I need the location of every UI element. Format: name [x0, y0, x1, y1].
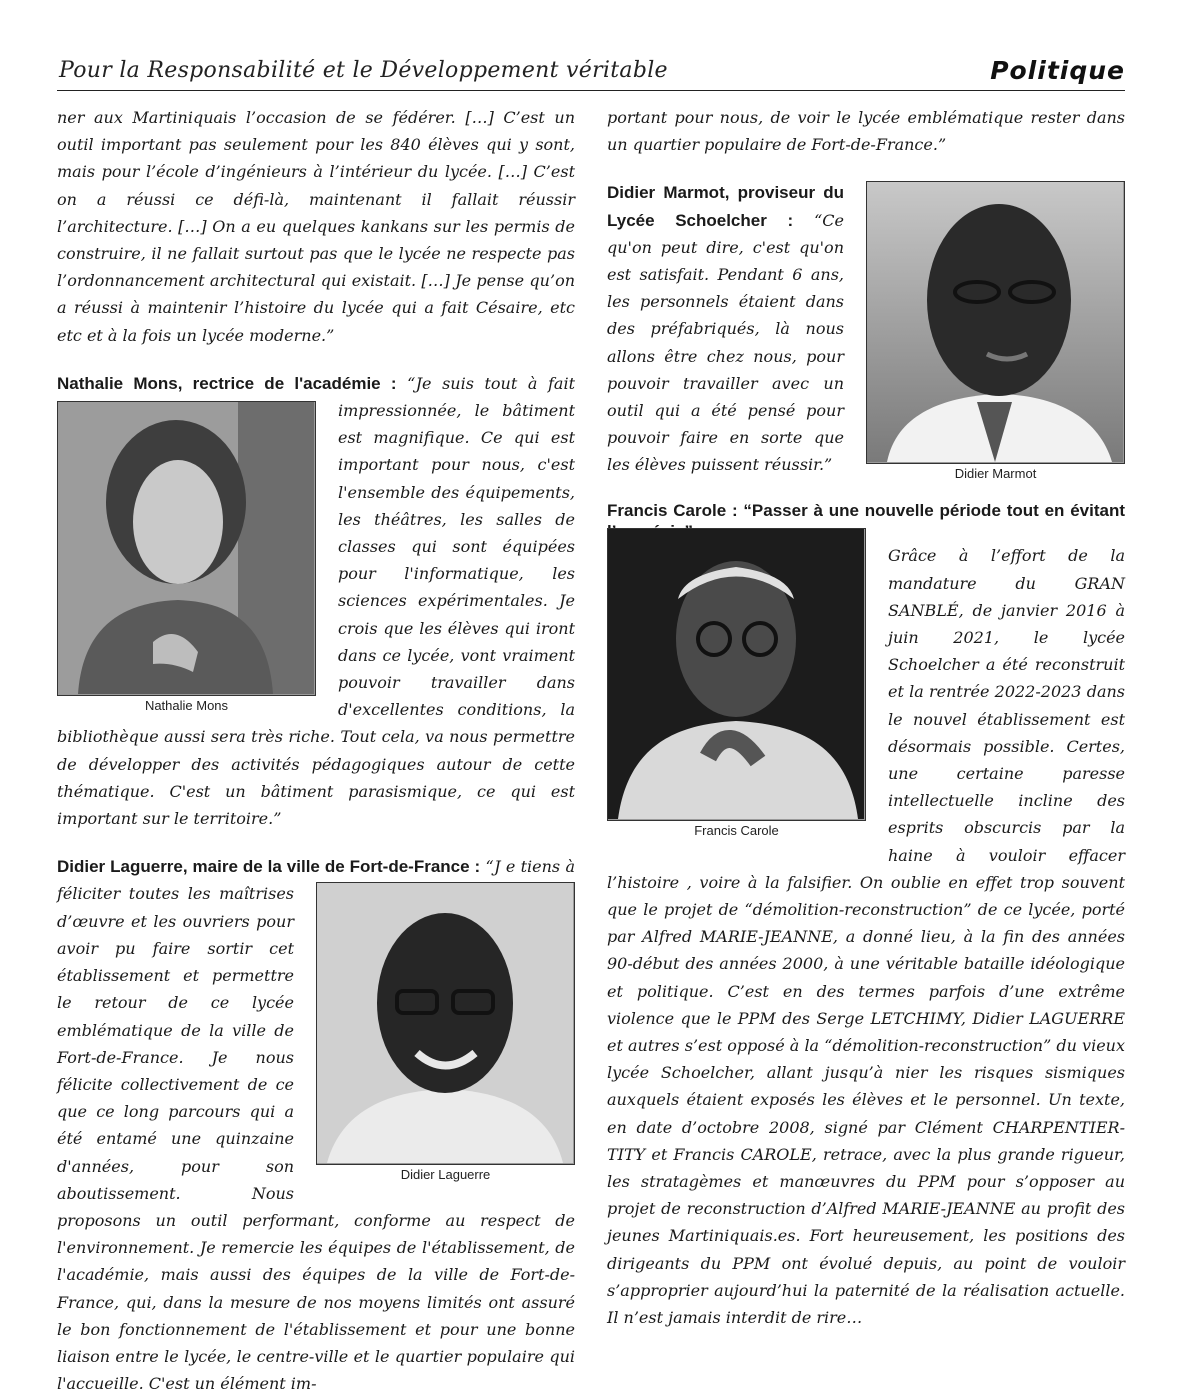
- right-column: [607, 104, 1125, 1331]
- mons-quote-rest: impressionnée, le bâtiment est magnifique. Ce qui est important pour nous, c'est l'ensemble des équipements, les théâtres, les salles de classes qui sont équipées pour l'informatique, les sciences expérimentales. Je crois que les élèves qui iront dans ce lycée, vont vraiment pouvoir travailler dans d'excellentes conditions, la bibliothèque aussi sera très riche. Tout cela, va nous permettre de développer des activités pédagogiques autour de cette thématique. C'est un bâtiment parasismique, ce qui est important sur le territoire.”: [57, 401, 575, 829]
- carole-paragraph: Grâce à l’effort de la mandature du GRAN SANBLÉ, de janvier 2016 à juin 2021, le lycée Schoelcher a été reconstruit et la rentrée 2022-2023 dans le nouvel établissement est désormais possible. Certes, une certaine paresse intellectuelle incline des esprits obscurcis par la haine à vouloir effacer l’histoire , voire à la falsifier. On oublie en effet trop souvent que le projet de “démolition-reconstruction” de ce lycée, porté par Alfred MARIE-JEANNE, a donné lieu, à la fin des années 90-début des années 2000, à une véritable bataille idéologique et politique. C’est en des termes parfois d’une extrême violence que le PPM des Serge LETCHIMY, Didier LAGUERRE et autres s’est opposé à la “démolition-reconstruction” du vieux lycée Schoelcher, allant jusqu’à nier les risques sismiques auxquels étaient exposés les élèves et le personnel. Un texte, en date d’octobre 2008, signé par Clément CHARPENTIER-TITY et Francis CAROLE, retrace, avec la plus grande rigueur, les stratagèmes et manœuvres du PPM pour s’opposer au projet de reconstruction d’Alfred MARIE-JEANNE au profit des jeunes Martiniquais.es. Fort heureusement, les positions des dirigeants du PPM ont évolué depuis, au point de vouloir s’approprier aujourd’hui la paternité de la réalisation actuelle. Il n’est jamais interdit de rire…: [607, 546, 1125, 1328]
- mons-paragraph: [57, 370, 575, 832]
- carole-figure: [607, 528, 866, 841]
- mons-figure: [57, 401, 316, 716]
- marmot-figure: [866, 181, 1125, 484]
- laguerre-photo: [316, 882, 575, 1165]
- page-header: [57, 56, 1125, 91]
- right-intro-paragraph: portant pour nous, de voir le lycée emblématique rester dans un quartier populaire de Fort-de-France.”: [607, 108, 1125, 155]
- header-tagline: Pour la Responsabilité et le Développement véritable: [59, 58, 668, 83]
- left-intro-paragraph: ner aux Martiniquais l’occasion de se fédérer. […] C’est un outil important pas seulement pour les 840 élèves qui y sont, mais pour l’école d’ingénieurs à l’intérieur du lycée. […] C’est on a réussi ce défi-là, maintenant il fallait réussir l’architecture. […] On a eu quelques kankans sur les permis de construire, il ne fallait surtout pas que le lycée ne respecte pas l’ordonnancement architectural qui existait. […] Je pense qu’on a réussi à maintenir l’histoire du lycée qui a fait Césaire, etc etc et à la fois un lycée moderne.”: [57, 108, 575, 345]
- left-column: [57, 104, 575, 1397]
- carole-heading: Francis Carole : “Passer à une nouvelle période tout en évitant: [607, 501, 1125, 521]
- laguerre-paragraph: [57, 853, 575, 1397]
- marmot-speaker: Didier Marmot, proviseur du Lycée Schoelcher :: [607, 183, 844, 230]
- marmot-quote: “Ce qu'on peut dire, c'est qu'on est satisfait. Pendant 6 ans, les personnels étaient dans des préfabriqués, là nous allons être chez nous, pour pouvoir travailler avec un outil qui a été pensé pour pouvoir faire en sorte que les élèves puissent réussir.”: [607, 210, 844, 475]
- marmot-caption: Didier Marmot: [954, 466, 1037, 482]
- laguerre-quote: “J: [480, 857, 501, 877]
- laguerre-speaker: Didier Laguerre, maire de la ville de Fort-de-France :: [57, 857, 481, 877]
- laguerre-figure: [316, 882, 575, 1185]
- carole-photo: [607, 528, 866, 821]
- laguerre-quote-rest: e tiens à féliciter toutes les maîtrises d’œuvre et les ouvriers pour avoir pu faire sortir cet établissement et permettre le retour de ce lycée emblématique de la ville de Fort-de-France. Je nous félicite collectivement de ce que ce long parcours qui a été entamé une quinzaine d'années, pour son aboutissement. Nous proposons un outil performant, conforme au respect de l'environnement. Je remercie les équipes de l'établissement, de l'académie, mais aussi des équipes de la ville de Fort-de-France, qui, dans la mesure de nos moyens limités ont assuré le bon fonctionnement de l'établissement et pour une bonne liaison entre le lycée, le centre-ville et le quartier populaire qui l'accueille. C'est un élément im-: [57, 857, 575, 1394]
- laguerre-caption: Didier Laguerre: [400, 1167, 491, 1183]
- section-title: Politique: [990, 56, 1125, 85]
- mons-quote-start: “Je suis tout à fait: [396, 373, 575, 393]
- carole-caption: Francis Carole: [694, 823, 779, 839]
- mons-speaker: Nathalie Mons, rectrice de l'académie :: [57, 373, 397, 393]
- marmot-photo: [866, 181, 1125, 464]
- mons-photo: [57, 401, 316, 696]
- mons-caption: Nathalie Mons: [144, 698, 229, 714]
